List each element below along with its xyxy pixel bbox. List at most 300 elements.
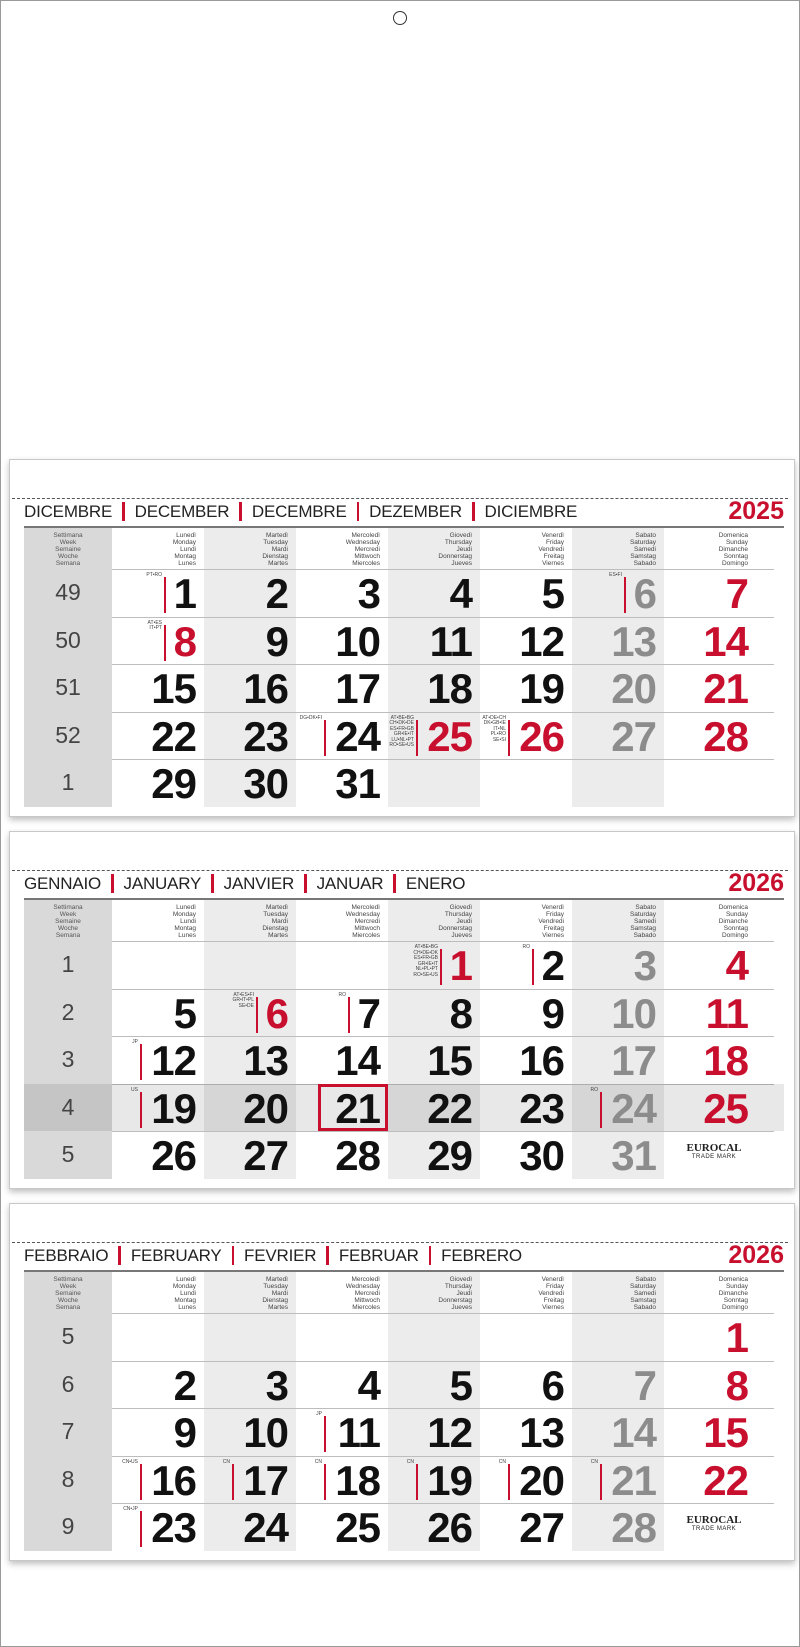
day-header-label: Venerdì: [541, 1276, 564, 1283]
week-number: 6: [61, 1370, 75, 1397]
day-number: 24: [335, 712, 380, 760]
day-cell[interactable]: [572, 1503, 664, 1551]
day-number: 15: [427, 1037, 472, 1085]
title-separator: [429, 1246, 432, 1265]
day-header-label: Martes: [268, 1304, 288, 1311]
day-cell[interactable]: [112, 1408, 204, 1456]
week-header-label: Semana: [55, 932, 81, 939]
month-name: DECEMBRE: [251, 501, 347, 521]
day-cell[interactable]: [112, 1036, 204, 1084]
week-number: 9: [61, 1513, 75, 1540]
day-header: [112, 528, 196, 569]
day-header-label: Lunedì: [176, 1276, 196, 1283]
day-cell[interactable]: [388, 617, 480, 665]
week-header-label: Woche: [57, 1297, 79, 1304]
day-number: 26: [427, 1504, 472, 1552]
day-cell[interactable]: [388, 941, 480, 989]
day-header-label: Domingo: [721, 1304, 748, 1311]
day-cell[interactable]: [480, 989, 572, 1037]
holiday-marker: [256, 997, 258, 1033]
day-header: [204, 528, 288, 569]
day-header-label: Domingo: [721, 932, 748, 939]
day-number: 30: [243, 760, 288, 808]
day-cell[interactable]: [112, 1503, 204, 1551]
holiday-marker: [164, 577, 166, 613]
day-cell[interactable]: [204, 1503, 296, 1551]
day-cell[interactable]: [388, 1408, 480, 1456]
week-header-label: Semaine: [55, 546, 81, 553]
day-header-label: Lunedì: [176, 532, 196, 539]
day-number: 27: [243, 1132, 288, 1180]
day-cell[interactable]: [112, 1361, 204, 1409]
title-separator: [232, 1246, 235, 1265]
day-number: 10: [243, 1409, 288, 1457]
day-cell[interactable]: [480, 1084, 572, 1132]
day-number: 7: [725, 570, 748, 617]
day-header-label: Lunes: [178, 1304, 196, 1311]
day-cell[interactable]: [480, 569, 572, 617]
day-cell[interactable]: [112, 569, 204, 617]
day-number: 20: [611, 665, 656, 713]
day-header-label: Martes: [268, 560, 288, 567]
day-number: 19: [427, 1456, 472, 1504]
day-cell[interactable]: [572, 617, 664, 665]
day-header: [388, 900, 472, 941]
day-cell[interactable]: [388, 1361, 480, 1409]
week-header-label: Woche: [57, 925, 79, 932]
day-number: 22: [427, 1084, 472, 1132]
day-header-label: Martedì: [265, 532, 288, 539]
day-header-label: Mercoledì: [351, 1276, 380, 1283]
holiday-country-codes: CN: [406, 1458, 414, 1465]
eurocal-logo: [684, 1515, 744, 1533]
day-cell[interactable]: [388, 989, 480, 1037]
day-cell[interactable]: [388, 1084, 480, 1132]
day-number: 4: [357, 1361, 380, 1409]
day-header-label: Wednesday: [345, 911, 380, 918]
day-header-label: Tuesday: [263, 1283, 288, 1290]
day-header-label: Freitag: [543, 553, 564, 560]
month-grid: [24, 898, 784, 1179]
day-header-label: Mercoledì: [351, 532, 380, 539]
day-number: 27: [611, 712, 656, 760]
week-number: 50: [55, 626, 81, 653]
day-header-label: Monday: [172, 1283, 196, 1290]
day-header-label: Thursday: [444, 911, 472, 918]
day-number: 31: [335, 760, 380, 808]
month-name: FEBRUARY: [130, 1245, 222, 1265]
week-number: 5: [61, 1323, 75, 1349]
week-header-label: Settimana: [53, 532, 83, 539]
day-header: [480, 1272, 564, 1313]
day-cell[interactable]: [296, 1408, 388, 1456]
day-cell[interactable]: [480, 664, 572, 712]
day-header-label: Vendredi: [538, 546, 564, 553]
day-number: 13: [611, 617, 656, 665]
day-cell[interactable]: [296, 1361, 388, 1409]
day-header-label: Jeudi: [456, 918, 472, 925]
day-cell[interactable]: [664, 1361, 756, 1409]
today-highlight-box: [318, 1084, 388, 1132]
holiday-marker: [600, 1092, 602, 1128]
day-header-label: Lunedì: [176, 904, 196, 911]
day-cell[interactable]: [664, 712, 756, 760]
week-header-label: Week: [59, 1283, 77, 1290]
month-name: DICIEMBRE: [484, 501, 578, 521]
day-number: 9: [265, 617, 288, 665]
day-number: 6: [541, 1361, 564, 1409]
holiday-country-codes: DG•DK•FI: [299, 714, 322, 721]
day-header-label: Friday: [545, 539, 564, 546]
day-cell[interactable]: [664, 941, 756, 989]
day-cell[interactable]: [112, 664, 204, 712]
day-cell[interactable]: [664, 989, 756, 1037]
day-header: [112, 1272, 196, 1313]
day-cell[interactable]: [572, 1408, 664, 1456]
day-header-label: Sabado: [633, 932, 656, 939]
day-header-label: Sonntag: [723, 1297, 748, 1304]
day-cell[interactable]: [480, 941, 572, 989]
day-number: 29: [427, 1132, 472, 1180]
day-header-label: Sabato: [635, 532, 656, 539]
week-header-label: Week: [59, 539, 77, 546]
month-panel: [9, 831, 795, 1189]
day-cell[interactable]: [664, 1313, 756, 1361]
title-separator: [211, 874, 214, 893]
day-number: 8: [449, 989, 472, 1037]
day-cell[interactable]: [572, 989, 664, 1037]
day-header-label: Sonntag: [723, 553, 748, 560]
day-header: [388, 528, 472, 569]
holiday-country-codes: US: [131, 1086, 138, 1093]
day-number: 18: [335, 1456, 380, 1504]
day-header-label: Thursday: [444, 1283, 472, 1290]
week-number: 3: [61, 1046, 75, 1073]
day-number: 6: [633, 570, 656, 617]
day-number: 25: [335, 1504, 380, 1552]
day-number: 6: [265, 989, 288, 1037]
day-number: 7: [357, 989, 380, 1037]
day-header: [664, 528, 748, 569]
day-number: 3: [633, 942, 656, 989]
week-number: 51: [55, 674, 81, 701]
day-header-label: Tuesday: [263, 911, 288, 918]
day-header-label: Sabato: [635, 1276, 656, 1283]
holiday-marker: [324, 720, 326, 756]
day-cell[interactable]: [480, 1036, 572, 1084]
day-cell[interactable]: [204, 1456, 296, 1504]
eurocal-logo: [684, 1143, 744, 1161]
day-header-label: Tuesday: [263, 539, 288, 546]
week-header-label: Semaine: [55, 918, 81, 925]
day-cell[interactable]: [480, 712, 572, 760]
day-header-label: Jueves: [451, 932, 472, 939]
month-name: DEZEMBER: [369, 501, 462, 521]
day-header-label: Dienstag: [262, 925, 288, 932]
year-label: 2025: [728, 497, 784, 525]
day-cell[interactable]: [572, 664, 664, 712]
day-cell[interactable]: [388, 1503, 480, 1551]
holiday-country-codes: RO: [590, 1086, 598, 1093]
day-cell[interactable]: [296, 1503, 388, 1551]
day-number: 9: [173, 1409, 196, 1457]
day-number: 25: [427, 712, 472, 760]
day-cell[interactable]: [296, 989, 388, 1037]
week-header-label: Semana: [55, 560, 81, 567]
logo-name: EUROCAL: [686, 1142, 742, 1155]
week-header-label: Semaine: [55, 1290, 81, 1297]
week-header: [24, 1272, 112, 1313]
month-name: ENERO: [405, 873, 466, 893]
day-header: [204, 900, 288, 941]
holiday-marker: [140, 1044, 142, 1080]
holiday-country-codes: CN: [222, 1458, 230, 1465]
day-cell[interactable]: [480, 617, 572, 665]
day-header-label: Vendredi: [538, 1290, 564, 1297]
day-cell[interactable]: [388, 569, 480, 617]
day-header-label: Samedi: [633, 546, 656, 553]
day-header-label: Sunday: [725, 539, 748, 546]
day-header-label: Sunday: [725, 911, 748, 918]
day-number: 14: [611, 1409, 656, 1457]
month-title-bar: [24, 1242, 784, 1269]
day-cell[interactable]: [204, 569, 296, 617]
day-number: 30: [519, 1132, 564, 1180]
day-cell[interactable]: [296, 1084, 388, 1132]
day-cell[interactable]: [204, 712, 296, 760]
day-cell[interactable]: [112, 1456, 204, 1504]
day-cell[interactable]: [572, 1036, 664, 1084]
day-number: 18: [703, 1037, 748, 1085]
title-separator: [122, 502, 125, 521]
day-number: 28: [703, 712, 748, 760]
day-number: 15: [703, 1409, 748, 1457]
day-number: 11: [705, 989, 748, 1037]
day-header-label: Thursday: [444, 539, 472, 546]
month-name: DECEMBER: [134, 501, 230, 521]
day-cell[interactable]: [664, 664, 756, 712]
day-header-label: Dienstag: [262, 1297, 288, 1304]
day-header: [572, 1272, 656, 1313]
day-header-label: Monday: [172, 539, 196, 546]
day-header-label: Friday: [545, 911, 564, 918]
day-cell[interactable]: [204, 989, 296, 1037]
day-header-label: Domenica: [718, 904, 748, 911]
day-cell[interactable]: [112, 712, 204, 760]
day-header-label: Mercredi: [354, 1290, 380, 1297]
month-grid: [24, 1270, 784, 1551]
day-number: 21: [703, 665, 748, 713]
day-number: 12: [519, 617, 564, 665]
holiday-marker: [508, 720, 510, 756]
day-header-label: Sonntag: [723, 925, 748, 932]
day-header-label: Lunes: [178, 932, 196, 939]
holiday-marker: [232, 1464, 234, 1500]
day-number: 15: [151, 665, 196, 713]
month-name: GENNAIO: [24, 873, 102, 893]
day-cell[interactable]: [572, 941, 664, 989]
day-cell[interactable]: [204, 664, 296, 712]
day-number: 2: [173, 1361, 196, 1409]
day-cell[interactable]: [296, 712, 388, 760]
day-cell[interactable]: [388, 1456, 480, 1504]
day-header-label: Viernes: [542, 560, 564, 567]
day-header-label: Mittwoch: [354, 1297, 380, 1304]
day-cell[interactable]: [112, 1131, 204, 1179]
day-cell[interactable]: [480, 1408, 572, 1456]
day-header: [480, 900, 564, 941]
day-number: 4: [725, 942, 748, 989]
day-header-label: Sunday: [725, 1283, 748, 1290]
title-separator: [326, 1246, 329, 1265]
day-cell[interactable]: [664, 1456, 756, 1504]
week-header: [24, 528, 112, 569]
day-header-label: Samstag: [630, 553, 656, 560]
day-header-label: Montag: [174, 925, 196, 932]
day-number: 2: [265, 570, 288, 617]
day-cell[interactable]: [204, 617, 296, 665]
holiday-marker: [324, 1464, 326, 1500]
day-number: 5: [541, 570, 564, 617]
week-header-label: Semana: [55, 1304, 81, 1311]
day-cell[interactable]: [572, 712, 664, 760]
day-number: 9: [541, 989, 564, 1037]
logo-subtitle: TRADE MARK: [691, 1154, 737, 1161]
day-number: 13: [243, 1037, 288, 1085]
day-cell[interactable]: [664, 569, 756, 617]
day-header-label: Montag: [174, 553, 196, 560]
day-number: 11: [429, 617, 472, 665]
day-number: 10: [335, 617, 380, 665]
day-cell[interactable]: [388, 712, 480, 760]
day-number: 27: [519, 1504, 564, 1552]
holiday-marker: [348, 997, 350, 1033]
holiday-country-codes: AT•BE•BG CH•DK•DE ES•FR•GB GR•IE•IT LU•NL•PT RO•SE•US: [389, 714, 414, 749]
day-header-label: Domenica: [718, 532, 748, 539]
holiday-country-codes: CN: [590, 1458, 598, 1465]
day-header-label: Miercoles: [352, 1304, 380, 1311]
week-number: 1: [61, 769, 75, 796]
day-cell[interactable]: [388, 1131, 480, 1179]
day-cell[interactable]: [296, 1131, 388, 1179]
day-cell[interactable]: [664, 1036, 756, 1084]
day-header-label: Lunes: [178, 560, 196, 567]
day-number: 28: [335, 1132, 380, 1180]
day-number: 1: [449, 942, 472, 989]
day-header-label: Vendredi: [538, 918, 564, 925]
holiday-country-codes: RO: [338, 991, 346, 998]
day-header-label: Mardi: [271, 546, 288, 553]
day-cell[interactable]: [664, 617, 756, 665]
day-number: 26: [519, 712, 564, 760]
day-cell[interactable]: [112, 617, 204, 665]
day-number: 18: [427, 665, 472, 713]
day-cell[interactable]: [296, 1456, 388, 1504]
month-name: JANUARY: [123, 873, 202, 893]
day-cell[interactable]: [296, 569, 388, 617]
day-number: 31: [611, 1132, 656, 1180]
week-number: 49: [55, 579, 81, 605]
week-number: 52: [55, 721, 81, 748]
day-header-label: Venerdì: [541, 904, 564, 911]
day-header-label: Viernes: [542, 932, 564, 939]
day-cell[interactable]: [112, 1084, 204, 1132]
day-header-label: Dimanche: [718, 1290, 748, 1297]
day-header-label: Lundi: [180, 1290, 196, 1297]
day-header-label: Samstag: [630, 925, 656, 932]
week-column: [24, 1272, 112, 1551]
day-header-label: Sabado: [633, 560, 656, 567]
day-cell[interactable]: [296, 1036, 388, 1084]
day-cell[interactable]: [572, 1456, 664, 1504]
day-cell[interactable]: [296, 617, 388, 665]
day-cell[interactable]: [204, 1084, 296, 1132]
day-cell[interactable]: [572, 1131, 664, 1179]
holiday-country-codes: AT•ES•FI GR•IT•PL SE•DE: [232, 991, 254, 1009]
day-header-label: Dimanche: [718, 918, 748, 925]
day-cell[interactable]: [112, 989, 204, 1037]
day-header-label: Jueves: [451, 1304, 472, 1311]
day-cell[interactable]: [480, 1131, 572, 1179]
day-cell[interactable]: [296, 759, 388, 807]
week-header: [24, 900, 112, 941]
day-cell[interactable]: [480, 1503, 572, 1551]
day-header: [296, 1272, 380, 1313]
day-header-label: Jeudi: [456, 1290, 472, 1297]
holiday-country-codes: RO: [522, 944, 530, 950]
month-panel: [9, 459, 795, 817]
day-cell[interactable]: [204, 1131, 296, 1179]
holiday-country-codes: CN•JP: [123, 1506, 138, 1513]
day-cell[interactable]: [480, 1456, 572, 1504]
day-header-label: Freitag: [543, 1297, 564, 1304]
day-cell[interactable]: [480, 1361, 572, 1409]
day-cell[interactable]: [664, 1408, 756, 1456]
day-cell[interactable]: [388, 1036, 480, 1084]
year-label: 2026: [728, 1241, 784, 1269]
holiday-marker: [532, 949, 534, 985]
day-number: 20: [519, 1456, 564, 1504]
day-header-label: Martes: [268, 932, 288, 939]
day-cell[interactable]: [388, 664, 480, 712]
day-cell[interactable]: [204, 1361, 296, 1409]
holiday-marker: [508, 1464, 510, 1500]
day-cell[interactable]: [572, 1084, 664, 1132]
day-header-label: Wednesday: [345, 539, 380, 546]
week-header-label: Woche: [57, 553, 79, 560]
week-number: 1: [61, 951, 75, 977]
day-header: [388, 1272, 472, 1313]
day-number: 5: [449, 1361, 472, 1409]
day-cell[interactable]: [112, 759, 204, 807]
holiday-marker: [164, 625, 166, 661]
holiday-country-codes: CN: [498, 1458, 506, 1465]
day-number: 11: [337, 1409, 380, 1457]
day-cell[interactable]: [572, 569, 664, 617]
day-header-label: Mardi: [271, 918, 288, 925]
day-header-label: Lundi: [180, 918, 196, 925]
day-cell[interactable]: [204, 759, 296, 807]
holiday-marker: [140, 1464, 142, 1500]
day-cell[interactable]: [664, 1084, 756, 1132]
day-cell[interactable]: [572, 1361, 664, 1409]
day-header-label: Donnerstag: [438, 553, 472, 560]
month-name: DICEMBRE: [24, 501, 113, 521]
day-number: 23: [151, 1504, 196, 1552]
day-cell[interactable]: [296, 664, 388, 712]
day-cell[interactable]: [204, 1036, 296, 1084]
day-cell[interactable]: [204, 1408, 296, 1456]
